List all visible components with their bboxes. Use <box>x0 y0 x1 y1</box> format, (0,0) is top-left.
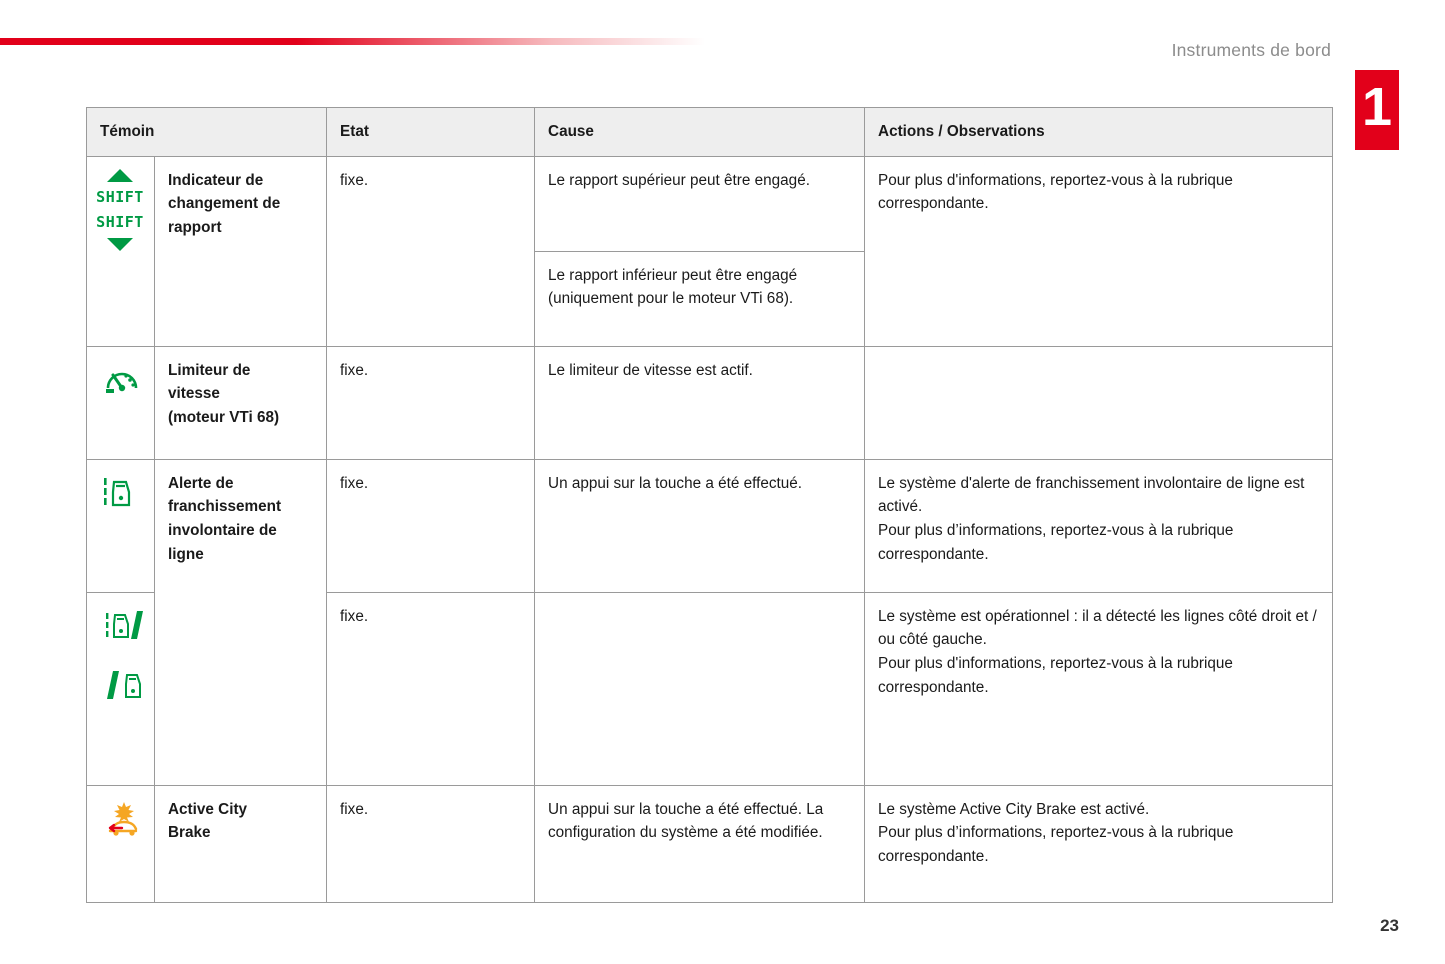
indicator-name-line: Brake <box>168 824 211 842</box>
speed-limiter-icon-cell <box>87 346 155 459</box>
column-header-etat: Etat <box>327 108 535 157</box>
indicator-actions-line: Pour plus d'informations, reportez-vous à la rubrique correspondante. <box>878 655 1233 696</box>
indicator-state-cell: fixe. <box>327 156 535 346</box>
indicator-cause-cell: Le limiteur de vitesse est actif. <box>535 346 865 459</box>
indicator-cause-cell: Le rapport inférieur peut être engagé (uniquement pour le moteur VTi 68). <box>535 251 865 346</box>
indicator-actions-line: Pour plus d’informations, reportez-vous à la rubrique correspondante. <box>878 522 1234 563</box>
indicator-actions-cell <box>865 459 1333 592</box>
indicator-name-line: changement de <box>168 195 281 213</box>
indicator-name-line: (moteur VTi 68) <box>168 409 280 427</box>
speed-limiter-icon <box>100 359 144 399</box>
indicator-name-cell <box>155 785 327 902</box>
indicator-name-cell <box>155 156 327 346</box>
active-city-brake-icon <box>100 798 148 840</box>
indicator-actions-cell: Pour plus d'informations, reportez-vous à la rubrique correspondante. <box>865 156 1333 346</box>
page-number: 23 <box>1380 916 1399 935</box>
table-header <box>87 108 1333 157</box>
lane-departure-warning-icon-cell <box>87 459 155 592</box>
shift-down-label: SHIFT <box>96 212 144 231</box>
indicator-actions-cell <box>865 785 1333 902</box>
shift-indicator-icon-cell <box>87 156 155 346</box>
indicator-name-line: vitesse <box>168 385 220 403</box>
column-header-cause: Cause <box>535 108 865 157</box>
indicator-name-line: franchissement <box>168 498 282 516</box>
indicator-name-line: ligne <box>168 545 204 563</box>
indicator-name-line: Active City <box>168 800 248 818</box>
indicator-name-line: Limiteur de <box>168 361 251 379</box>
indicator-name-line: Indicateur de <box>168 171 264 189</box>
indicator-actions-line: Le système d'alerte de franchissement involontaire de ligne est activé. <box>878 474 1305 516</box>
indicator-table-container <box>86 107 1332 903</box>
indicator-cause-cell: Un appui sur la touche a été effectué. <box>535 459 865 592</box>
table-row <box>87 346 1333 459</box>
column-header-actions: Actions / Observations <box>865 108 1333 157</box>
chapter-number-tab: 1 <box>1355 70 1399 150</box>
header-accent-rule <box>0 38 705 45</box>
indicator-cause-cell: Un appui sur la touche a été effectué. La configuration du système a été modifiée. <box>535 785 865 902</box>
indicator-actions-cell <box>865 346 1333 459</box>
indicator-cause-cell: Le rapport supérieur peut être engagé. <box>535 156 865 251</box>
table-row <box>87 785 1333 902</box>
table-row <box>87 156 1333 251</box>
shift-indicator-icon <box>96 169 144 252</box>
shift-up-label: SHIFT <box>96 187 144 206</box>
indicator-state-cell: fixe. <box>327 346 535 459</box>
indicator-state-cell: fixe. <box>327 785 535 902</box>
table-header-row <box>87 108 1333 157</box>
triangle-up-icon <box>107 169 133 182</box>
lane-departure-warning-icon <box>100 472 140 514</box>
indicator-actions-line: Le système Active City Brake est activé. <box>878 800 1150 818</box>
lane-detection-icon-cell <box>87 592 155 785</box>
indicator-actions-cell <box>865 592 1333 785</box>
table-body <box>87 156 1333 902</box>
indicator-name-line: Alerte de <box>168 474 234 492</box>
indicator-actions-line: Le système est opérationnel : il a détecté les lignes côté droit et / ou côté gauche. <box>878 607 1317 649</box>
triangle-down-icon <box>107 238 133 251</box>
active-city-brake-icon-cell <box>87 785 155 902</box>
indicator-cause-cell <box>535 592 865 785</box>
column-header-temoin: Témoin <box>87 108 327 157</box>
lane-detection-icon <box>100 605 152 725</box>
indicator-state-cell: fixe. <box>327 459 535 592</box>
indicator-name-line: involontaire de <box>168 522 277 540</box>
indicator-name-line: rapport <box>168 219 222 237</box>
indicator-name-cell <box>155 346 327 459</box>
indicator-table <box>86 107 1333 903</box>
indicator-actions-line: Pour plus d’informations, reportez-vous à la rubrique correspondante. <box>878 824 1234 866</box>
indicator-state-cell: fixe. <box>327 592 535 785</box>
table-row <box>87 459 1333 592</box>
page-title: Instruments de bord <box>1171 40 1331 60</box>
indicator-name-cell <box>155 459 327 785</box>
